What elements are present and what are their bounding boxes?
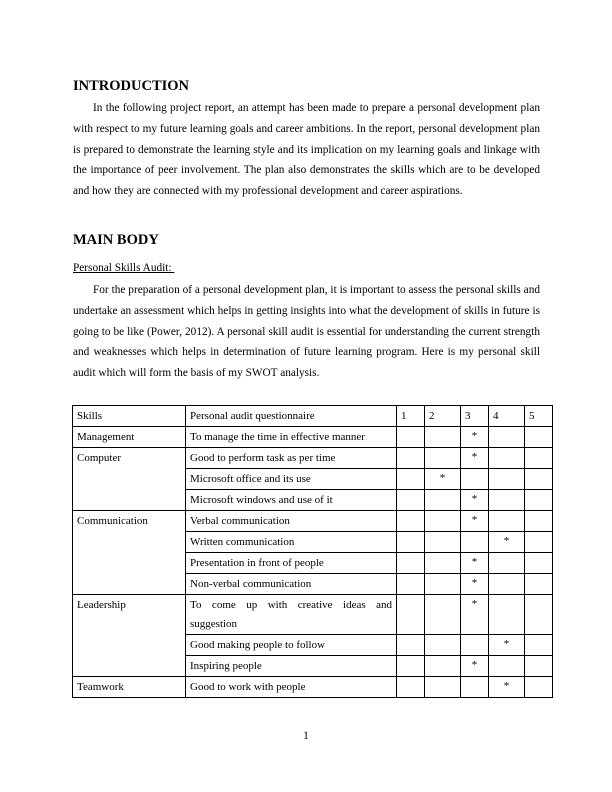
- rating-cell: *: [461, 656, 489, 677]
- rating-cell: *: [461, 511, 489, 532]
- table-row: [73, 595, 553, 635]
- rating-cell: [397, 511, 425, 532]
- rating-cell: [397, 427, 425, 448]
- rating-cell: [489, 574, 525, 595]
- rating-cell: [425, 677, 461, 698]
- rating-cell: [525, 595, 553, 635]
- rating-cell: [525, 574, 553, 595]
- rating-cell: [461, 532, 489, 553]
- table-header-row: [73, 406, 553, 427]
- question-cell: Inspiring people: [186, 656, 397, 677]
- question-cell: Verbal communication: [186, 511, 397, 532]
- skills-audit-subheading: Personal Skills Audit:: [73, 262, 175, 274]
- rating-cell: [461, 635, 489, 656]
- rating-cell: [425, 532, 461, 553]
- rating-cell: [525, 677, 553, 698]
- question-cell: Microsoft office and its use: [186, 469, 397, 490]
- rating-cell: [489, 427, 525, 448]
- rating-cell: [489, 469, 525, 490]
- rating-cell: [525, 427, 553, 448]
- skills-audit-table: [72, 405, 553, 698]
- rating-cell: *: [489, 635, 525, 656]
- rating-cell: [525, 490, 553, 511]
- rating-cell: *: [461, 595, 489, 635]
- table-row: [73, 427, 553, 448]
- header-skills: Skills: [73, 406, 186, 427]
- rating-cell: [397, 469, 425, 490]
- rating-cell: [425, 595, 461, 635]
- header-rating-2: 2: [425, 406, 461, 427]
- rating-cell: [425, 574, 461, 595]
- rating-cell: [425, 448, 461, 469]
- header-rating-5: 5: [525, 406, 553, 427]
- rating-cell: [489, 656, 525, 677]
- rating-cell: [461, 677, 489, 698]
- table-row: [73, 448, 553, 469]
- table-row: [73, 511, 553, 532]
- question-cell: To manage the time in effective manner: [186, 427, 397, 448]
- table-row: [73, 677, 553, 698]
- rating-cell: [397, 490, 425, 511]
- question-cell: Written communication: [186, 532, 397, 553]
- page-number: 1: [303, 730, 309, 742]
- question-cell: Microsoft windows and use of it: [186, 490, 397, 511]
- introduction-heading: INTRODUCTION: [73, 78, 190, 94]
- rating-cell: [397, 635, 425, 656]
- question-cell: To come up with creative ideas and suggestion: [186, 595, 397, 635]
- rating-cell: *: [425, 469, 461, 490]
- rating-cell: [461, 469, 489, 490]
- rating-cell: [525, 511, 553, 532]
- question-cell: Presentation in front of people: [186, 553, 397, 574]
- rating-cell: [525, 448, 553, 469]
- header-rating-1: 1: [397, 406, 425, 427]
- rating-cell: [525, 469, 553, 490]
- rating-cell: [525, 635, 553, 656]
- rating-cell: *: [461, 553, 489, 574]
- skill-cell: Management: [73, 427, 186, 448]
- skill-cell: Communication: [73, 511, 186, 595]
- rating-cell: [425, 656, 461, 677]
- rating-cell: *: [461, 427, 489, 448]
- rating-cell: [489, 511, 525, 532]
- introduction-paragraph: In the following project report, an attempt has been made to prepare a personal development plan with respect to my future learning goals and career ambitions. In the report, personal development plan is prepared to demonstrate the learning style and its implication on my learning goals and linkage with the importance of peer involvement. The plan also demonstrates the skills which are to be developed and how they are connected with my professional development and career aspirations.: [73, 102, 540, 198]
- rating-cell: [525, 532, 553, 553]
- rating-cell: [397, 553, 425, 574]
- skills-audit-paragraph: For the preparation of a personal development plan, it is important to assess the personal skills and undertake an assessment which helps in getting insights into what the development of skills in future is going to be like (Power, 2012). A personal skill audit is essential for understanding the current strength and weaknesses which helps in determination of future learning program. Here is my personal skill audit which will form the basis of my SWOT analysis.: [73, 284, 540, 380]
- rating-cell: *: [489, 677, 525, 698]
- rating-cell: [525, 553, 553, 574]
- rating-cell: [489, 595, 525, 635]
- rating-cell: *: [461, 574, 489, 595]
- rating-cell: [525, 656, 553, 677]
- rating-cell: [425, 427, 461, 448]
- rating-cell: *: [461, 490, 489, 511]
- question-cell: Good making people to follow: [186, 635, 397, 656]
- rating-cell: [397, 656, 425, 677]
- rating-cell: [397, 448, 425, 469]
- rating-cell: [489, 553, 525, 574]
- skill-cell: Teamwork: [73, 677, 186, 698]
- rating-cell: [397, 574, 425, 595]
- rating-cell: [425, 490, 461, 511]
- rating-cell: [397, 532, 425, 553]
- rating-cell: [397, 595, 425, 635]
- rating-cell: [397, 677, 425, 698]
- main-body-heading: MAIN BODY: [73, 232, 159, 248]
- rating-cell: *: [489, 532, 525, 553]
- question-cell: Non-verbal communication: [186, 574, 397, 595]
- rating-cell: [425, 511, 461, 532]
- rating-cell: [489, 448, 525, 469]
- rating-cell: [425, 553, 461, 574]
- header-questionnaire: Personal audit questionnaire: [186, 406, 397, 427]
- skill-cell: Computer: [73, 448, 186, 511]
- skill-cell: Leadership: [73, 595, 186, 677]
- rating-cell: [425, 635, 461, 656]
- header-rating-3: 3: [461, 406, 489, 427]
- question-cell: Good to work with people: [186, 677, 397, 698]
- rating-cell: [489, 490, 525, 511]
- header-rating-4: 4: [489, 406, 525, 427]
- rating-cell: *: [461, 448, 489, 469]
- question-cell: Good to perform task as per time: [186, 448, 397, 469]
